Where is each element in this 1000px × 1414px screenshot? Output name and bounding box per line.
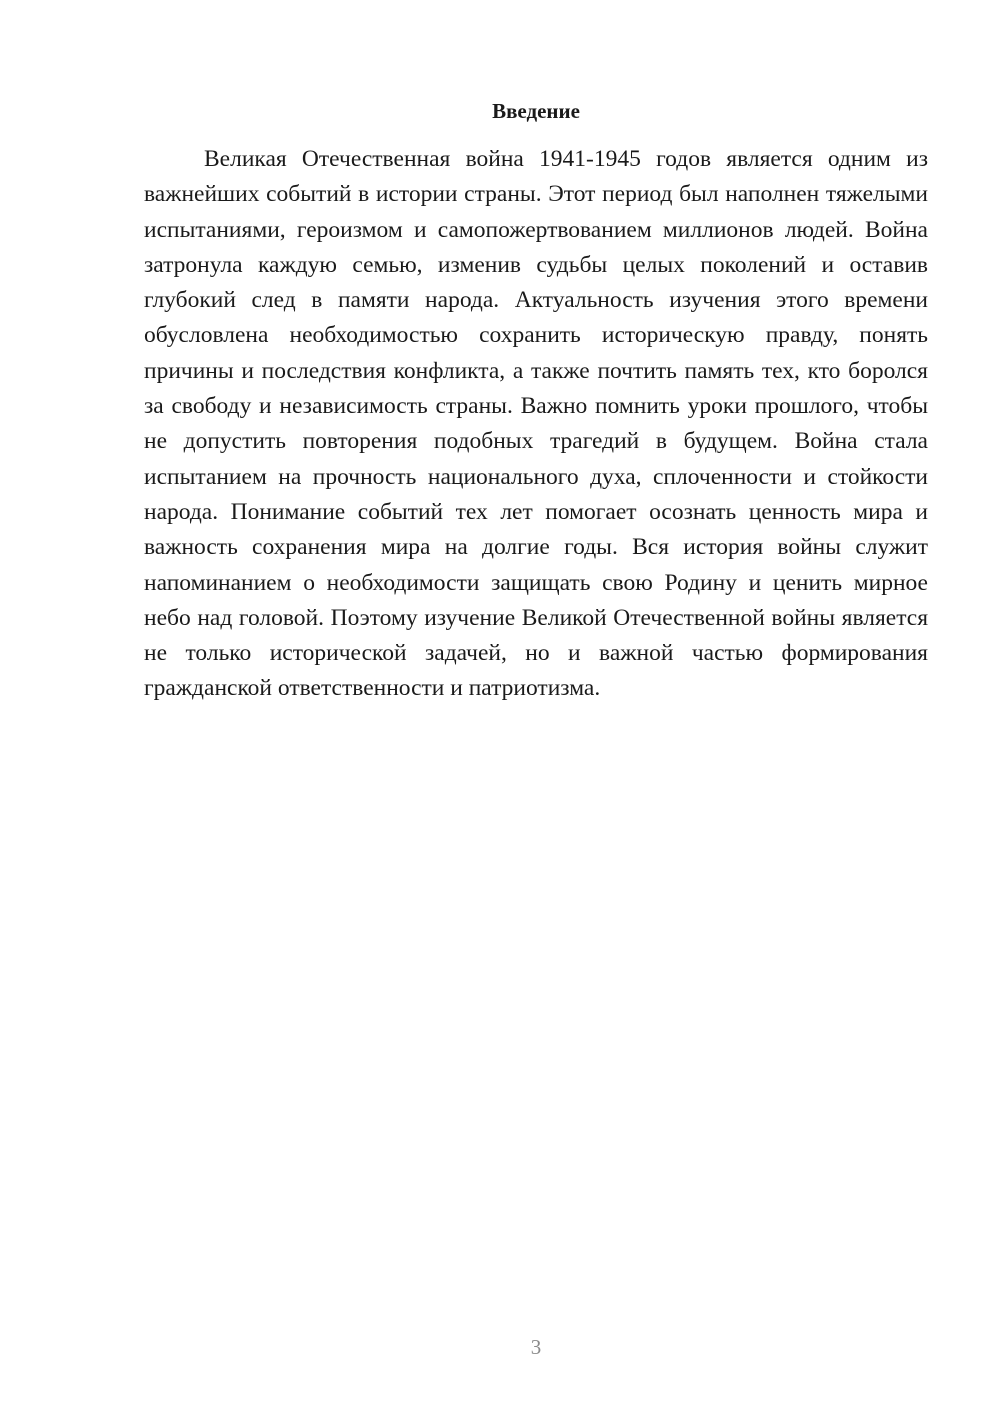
page-number: 3 bbox=[530, 1335, 542, 1359]
page-title: Введение bbox=[492, 99, 580, 123]
body-paragraph: Великая Отечественная война 1941-1945 годов является одним из важнейших событий в истории страны. Этот период был наполнен тяжелыми испытаниями, героизмом и самопожертвованием миллионов людей. Война затронула каждую семью, изменив судьбы целых поколений и оставив глубокий след в памяти народа. Актуальность изучения этого времени обусловлена необходимостью сохранить историческую правду, понять причины и последствия конфликта, а также почтить память тех, кто боролся за свободу и независимость страны. Важно помнить уроки прошлого, чтобы не допустить повторения подобных трагедий в будущем. Война стала испытанием на прочность национального духа, сплоченности и стойкости народа. Понимание событий тех лет помогает осознать ценность мира и важность сохранения мира на долгие годы. Вся история войны служит напоминанием о необходимости защищать свою Родину и ценить мирное небо над головой. Поэтому изучение Великой Отечественной войны является не только исторической задачей, но и важной частью формирования гражданской ответственности и патриотизма. bbox=[144, 146, 928, 702]
